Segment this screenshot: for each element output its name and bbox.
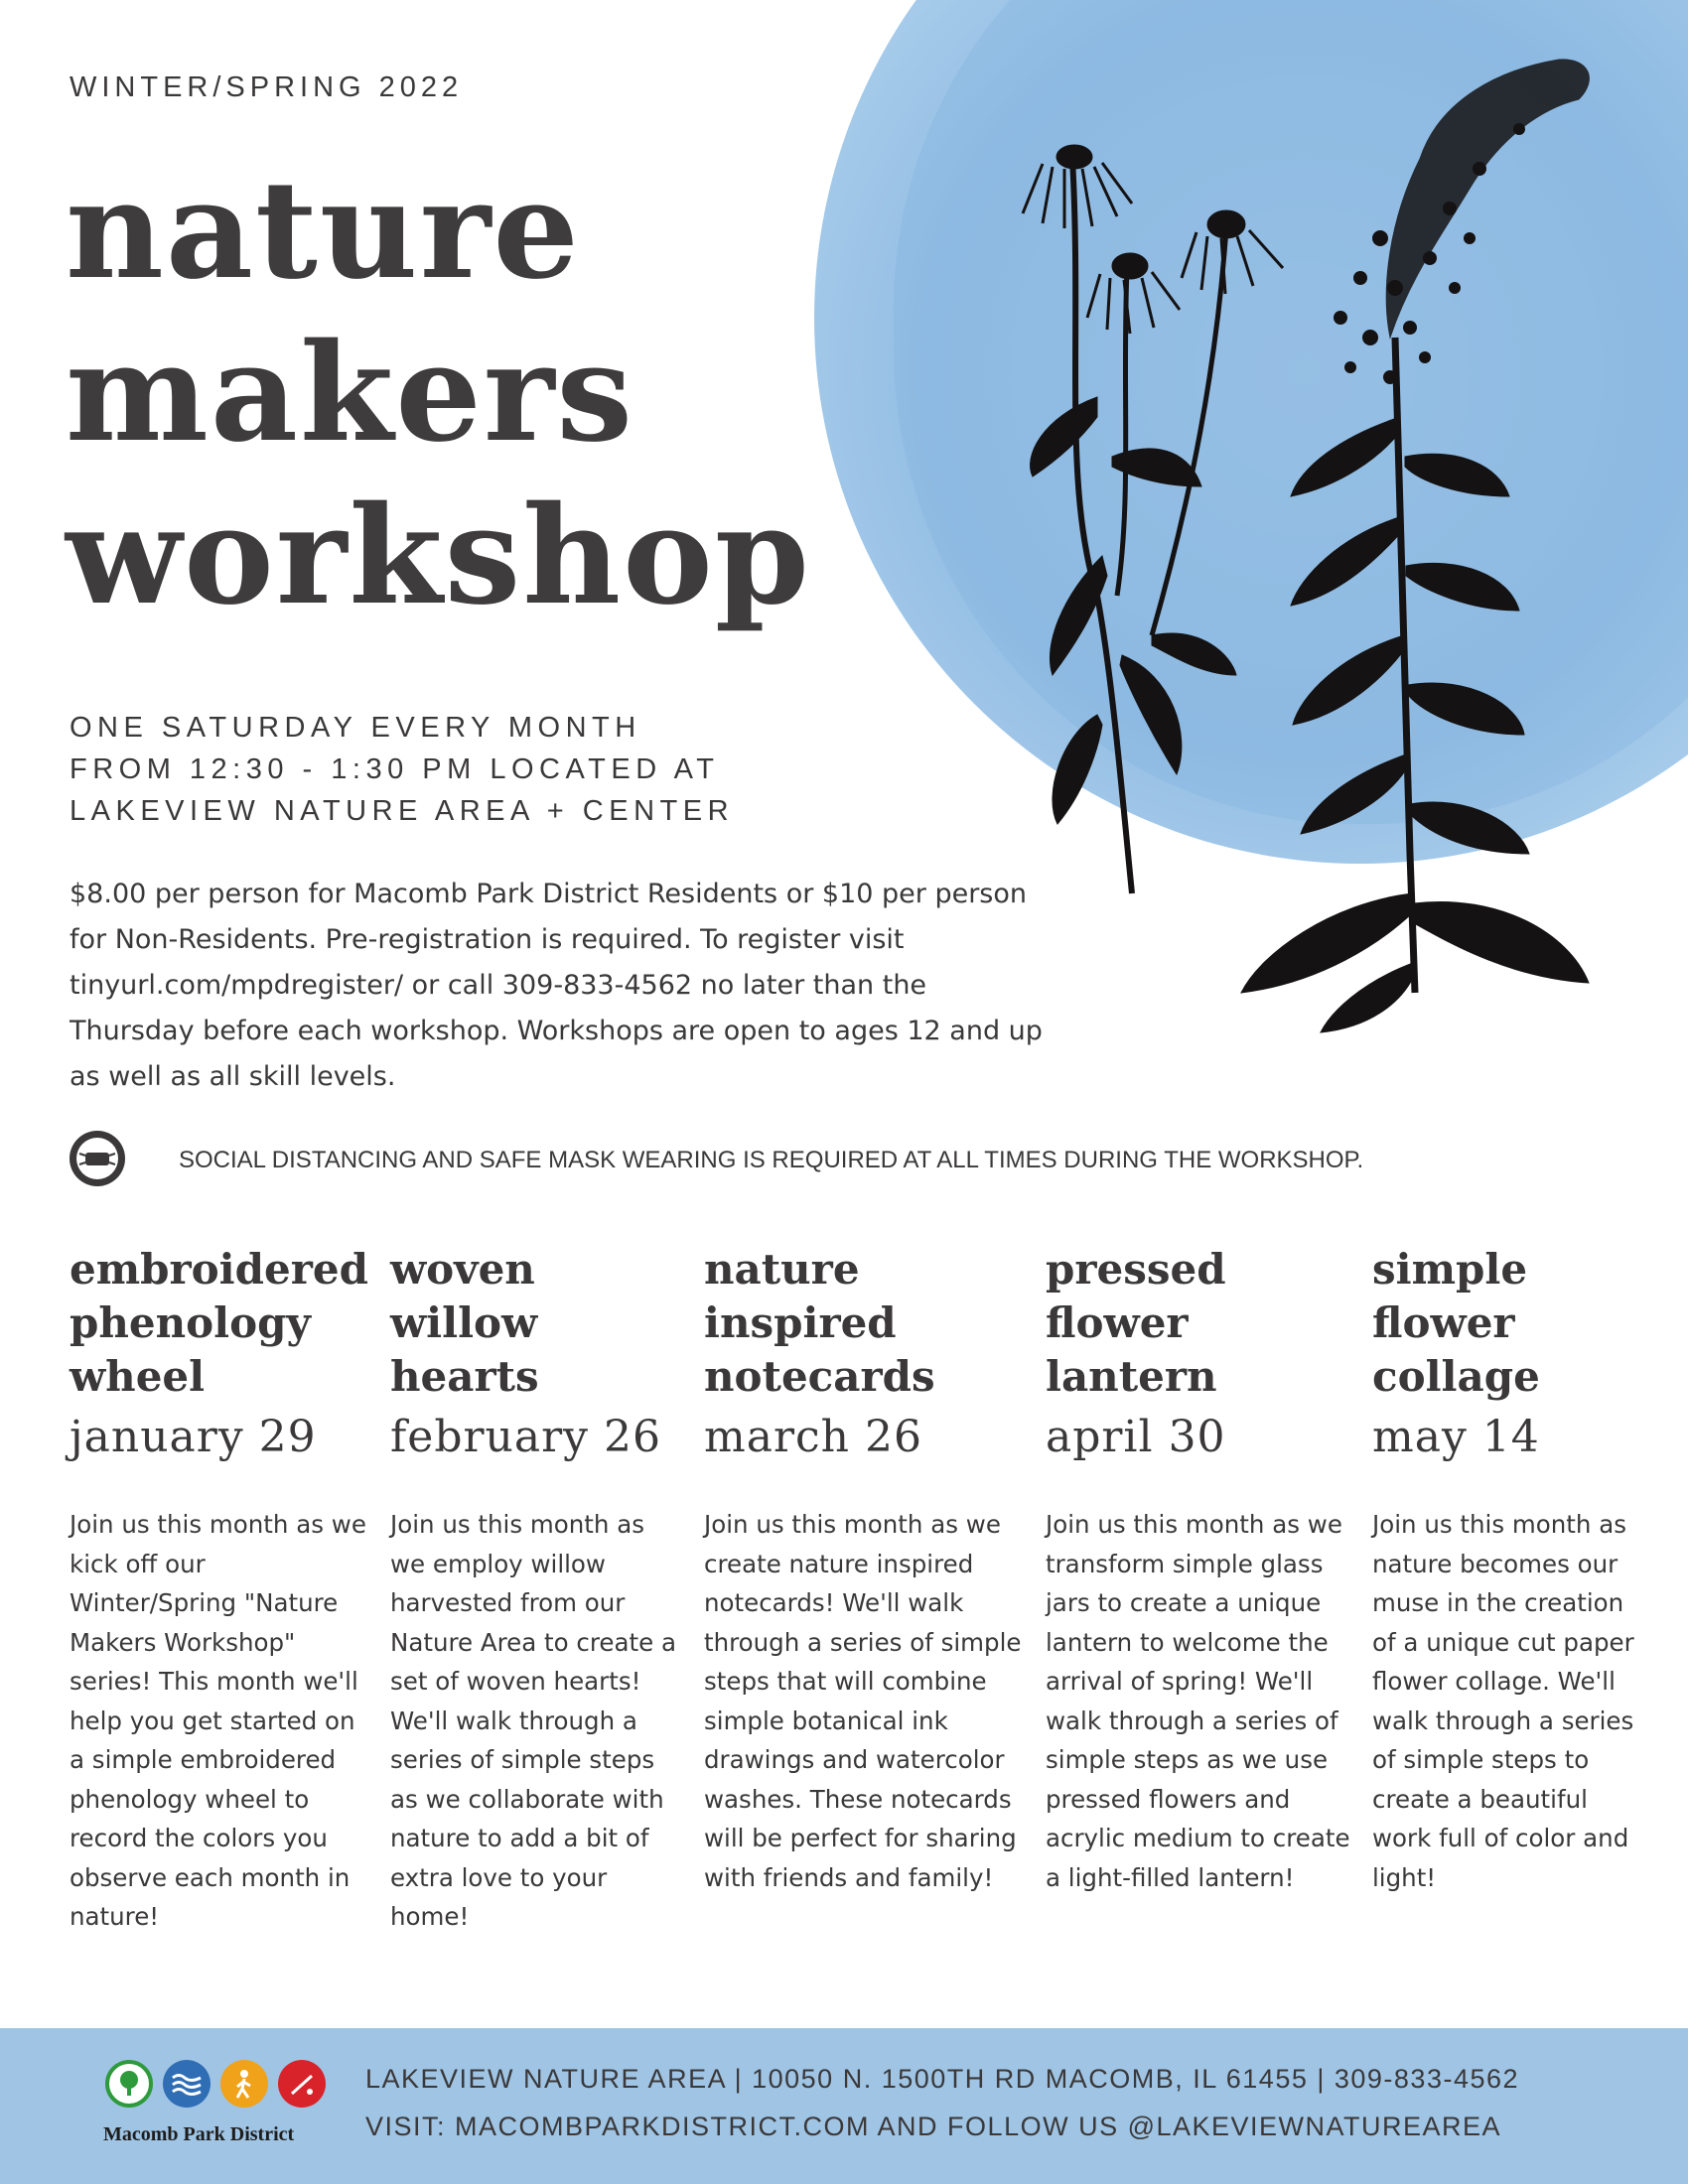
org-name: Macomb Park District [103, 2123, 295, 2145]
workshop-title-line: notecards [704, 1352, 935, 1401]
title-line: nature [66, 151, 581, 310]
workshop-title-line: wheel [70, 1352, 206, 1401]
park-district-logo [103, 2060, 338, 2159]
workshop-description: Join us this month as we employ willow harvested from our Nature Area to create a set of woven hearts! We'll walk through a series of simple steps as we collaborate with nature to add a bit of extra love to your home! [390, 1510, 676, 1931]
workshop-april [1046, 1243, 1353, 1897]
workshop-title [70, 1243, 367, 1404]
workshop-date: january 29 [70, 1412, 317, 1462]
hiker-icon [220, 2060, 268, 2108]
title-line: makers [66, 314, 634, 473]
water-waves-icon [163, 2060, 211, 2108]
workshop-title-line: nature [704, 1245, 860, 1294]
workshop-title-line: woven [390, 1245, 535, 1294]
workshop-description: Join us this month as we kick off our Winter/Spring "Nature Makers Workshop" series! This month we'll help you get started on a simple embroidered phenology wheel to record the colors you observe each month in nature! [70, 1510, 366, 1931]
workshop-march [704, 1243, 1022, 1897]
pricing-registration-text: $8.00 per person for Macomb Park District Residents or $10 per person for Non-Residents. Pre-registration is required. To register visit tinyurl.com/mpdregister/ or call 309-833-4562 no later than the Thursday before each workshop. Workshops are open to ages 12 and up as well as all skill levels. [70, 879, 1043, 1092]
title-line: workshop [66, 477, 811, 635]
workshop-title-line: phenology [70, 1298, 311, 1347]
mask-notice [68, 1129, 1636, 1198]
schedule-line: ONE SATURDAY EVERY MONTH [70, 712, 641, 744]
workshop-description: Join us this month as we transform simple glass jars to create a unique lantern to welcome the arrival of spring! We'll walk through a series of simple steps as we use pressed flowers and acrylic medium to create a light-filled lantern! [1046, 1510, 1350, 1892]
page-title [66, 149, 811, 637]
workshop-date: may 14 [1372, 1412, 1540, 1462]
botanical-illustration [1003, 40, 1658, 1042]
workshop-title-line: inspired [704, 1298, 897, 1347]
tree-icon [105, 2060, 153, 2108]
schedule-line: FROM 12:30 - 1:30 PM LOCATED AT [70, 753, 720, 785]
workshop-title-line: flower [1046, 1298, 1189, 1347]
workshop-title [1372, 1243, 1650, 1404]
schedule-line: LAKEVIEW NATURE AREA + CENTER [70, 795, 735, 827]
golf-icon [278, 2060, 326, 2108]
address-line: LAKEVIEW NATURE AREA | 10050 N. 1500TH RD MACOMB, IL 61455 | 309-833-4562 [365, 2064, 1520, 2094]
mask-notice-text: SOCIAL DISTANCING AND SAFE MASK WEARING IS REQUIRED AT ALL TIMES DURING THE WORKSHOP. [179, 1147, 1364, 1173]
footer-bar [0, 2028, 1688, 2184]
workshop-description: Join us this month as nature becomes our muse in the creation of a unique cut paper flower collage. We'll walk through a series of simple steps to create a beautiful work full of color and light! [1372, 1510, 1634, 1892]
workshop-title-line: embroidered [70, 1245, 368, 1294]
workshop-title [704, 1243, 1022, 1404]
workshop-january [70, 1243, 367, 1937]
workshop-date: february 26 [390, 1412, 661, 1462]
workshop-title-line: hearts [390, 1352, 539, 1401]
visit-line: VISIT: MACOMBPARKDISTRICT.COM AND FOLLOW US @LAKEVIEWNATUREAREA [365, 2112, 1502, 2141]
workshop-may [1372, 1243, 1650, 1897]
workshop-title-line: pressed [1046, 1245, 1226, 1294]
workshop-title-line: lantern [1046, 1352, 1217, 1401]
workshop-title-line: simple [1372, 1245, 1528, 1294]
workshop-date: march 26 [704, 1412, 922, 1462]
season-label: WINTER/SPRING 2022 [70, 71, 464, 103]
workshop-description: Join us this month as we create nature inspired notecards! We'll walk through a series of simple steps that will combine simple botanical ink drawings and watercolor washes. These notecards will be perfect for sharing with friends and family! [704, 1510, 1022, 1892]
mask-required-icon [68, 1129, 127, 1188]
workshop-february [390, 1243, 683, 1937]
workshop-date: april 30 [1046, 1412, 1226, 1462]
workshop-title [1046, 1243, 1353, 1404]
workshop-title-line: collage [1372, 1352, 1540, 1401]
workshop-title-line: flower [1372, 1298, 1515, 1347]
schedule-info [70, 707, 734, 832]
workshop-title-line: willow [390, 1298, 538, 1347]
workshop-title [390, 1243, 683, 1404]
